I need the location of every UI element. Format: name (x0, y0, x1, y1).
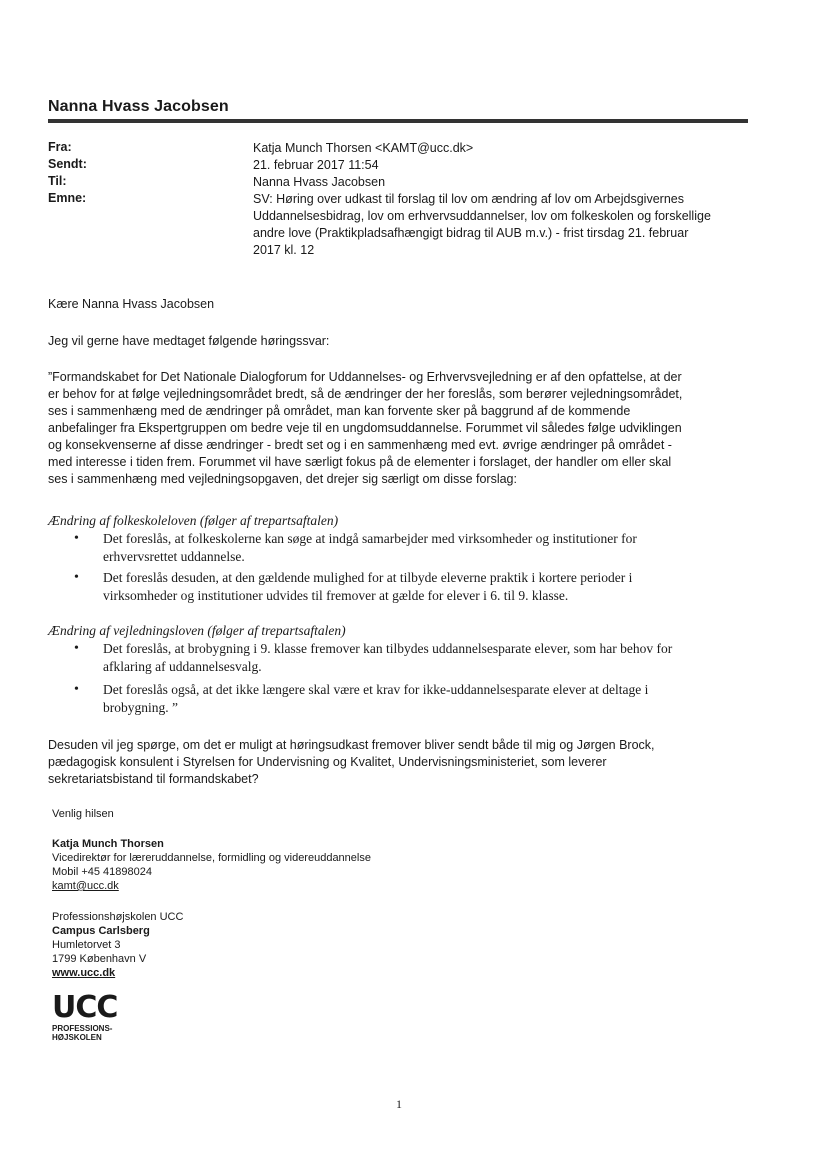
logo-sub-line1: PROFESSIONS- (52, 1024, 113, 1033)
logo-sub-line2: HØJSKOLEN (52, 1033, 102, 1042)
signature-name: Katja Munch Thorsen (52, 838, 164, 850)
logo-text: UCC (52, 990, 118, 1025)
signature-title: Vicedirektør for læreruddannelse, formidling og videreuddannelse (52, 852, 371, 864)
sent-value: 21. februar 2017 11:54 (253, 158, 379, 172)
from-label: Fra: (48, 140, 72, 154)
bullet-icon: • (74, 682, 79, 697)
signature-org: Professionshøjskolen UCC (52, 911, 184, 923)
header-rule (48, 119, 748, 123)
signature-city: 1799 København V (52, 953, 147, 965)
list-item: Det foreslås også, at det ikke længere skal være et krav for ikke-uddannelsesparate elever at deltage i brobygning. ” (103, 682, 649, 715)
closing-paragraph: Desuden vil jeg spørge, om det er muligt at høringsudkast fremover bliver sendt både til mig og Jørgen Brock, pædagogisk konsulent i Styrelsen for Undervisning og Kvalitet, Undervisningsministeriet, som leverer sekretariatsbistand til formandskabet? (48, 738, 655, 786)
bullet-icon: • (74, 570, 79, 585)
signature-email-link[interactable]: kamt@ucc.dk (52, 880, 119, 892)
subject-value: SV: Høring over udkast til forslag til lov om ændring af lov om Arbejdsgivernes Uddannelsesbidrag, lov om erhvervsuddannelser, lov om folkeskolen og forskellige andre love (Praktikpladsafhængigt bidrag til AUB m.v.) - frist tirsdag 21. februar 2017 kl. 12 (253, 192, 711, 257)
sender-name: Nanna Hvass Jacobsen (48, 98, 229, 115)
from-value: Katja Munch Thorsen <KAMT@ucc.dk> (253, 141, 474, 155)
page-number: 1 (396, 1097, 402, 1111)
signature-street: Humletorvet 3 (52, 939, 121, 951)
greeting: Kære Nanna Hvass Jacobsen (48, 297, 215, 311)
signature-web-link[interactable]: www.ucc.dk (52, 967, 116, 979)
signature-campus: Campus Carlsberg (52, 925, 150, 937)
list-item: Det foreslås desuden, at den gældende mulighed for at tilbyde eleverne praktik i kortere perioder i virksomheder og institutioner udvides til fremover at gælde for elever i 6. til 9. klasse. (103, 570, 633, 603)
to-value: Nanna Hvass Jacobsen (253, 175, 386, 189)
list-item: Det foreslås, at folkeskolerne kan søge at indgå samarbejder med virksomheder og institutioner for erhvervsrettet uddannelse. (103, 531, 637, 564)
intro-text: Jeg vil gerne have medtaget følgende høringssvar: (48, 334, 330, 348)
section2-heading: Ændring af vejledningsloven (følger af trepartsaftalen) (48, 623, 346, 638)
to-label: Til: (48, 174, 67, 188)
quote-paragraph: ”Formandskabet for Det Nationale Dialogforum for Uddannelses- og Erhvervsvejledning er af den opfattelse, at der er behov for at følge vejledningsområdet bredt, så de ændringer der her foreslås, som berører vejledningsområdet, ses i sammenhæng med de ændringer på området, man kan forvente sker på baggrund af de kommende anbefalinger fra Ekspertgruppen om bedre veje til en ungdomsuddannelse. Forummet vil således følge udviklingen og konsekvenserne af disse ændringer - bredt set og i en sammenhæng med evt. øvrige ændringer på området - med interesse i tiden frem. Forummet vil have særligt fokus på de elementer i forslaget, der handler om eller skal ses i sammenhæng med vejledningsopgaven, det drejer sig særligt om disse forslag: (48, 370, 683, 486)
bullet-icon: • (74, 531, 79, 546)
sent-label: Sendt: (48, 157, 87, 171)
regards: Venlig hilsen (52, 808, 114, 820)
signature-mobile: Mobil +45 41898024 (52, 866, 152, 878)
bullet-icon: • (74, 641, 79, 656)
section1-heading: Ændring af folkeskoleloven (følger af trepartsaftalen) (48, 513, 339, 528)
subject-label: Emne: (48, 191, 87, 205)
list-item: Det foreslås, at brobygning i 9. klasse fremover kan tilbydes uddannelsesparate elever, som har behov for afklaring af uddannelsesvalg. (103, 641, 673, 674)
